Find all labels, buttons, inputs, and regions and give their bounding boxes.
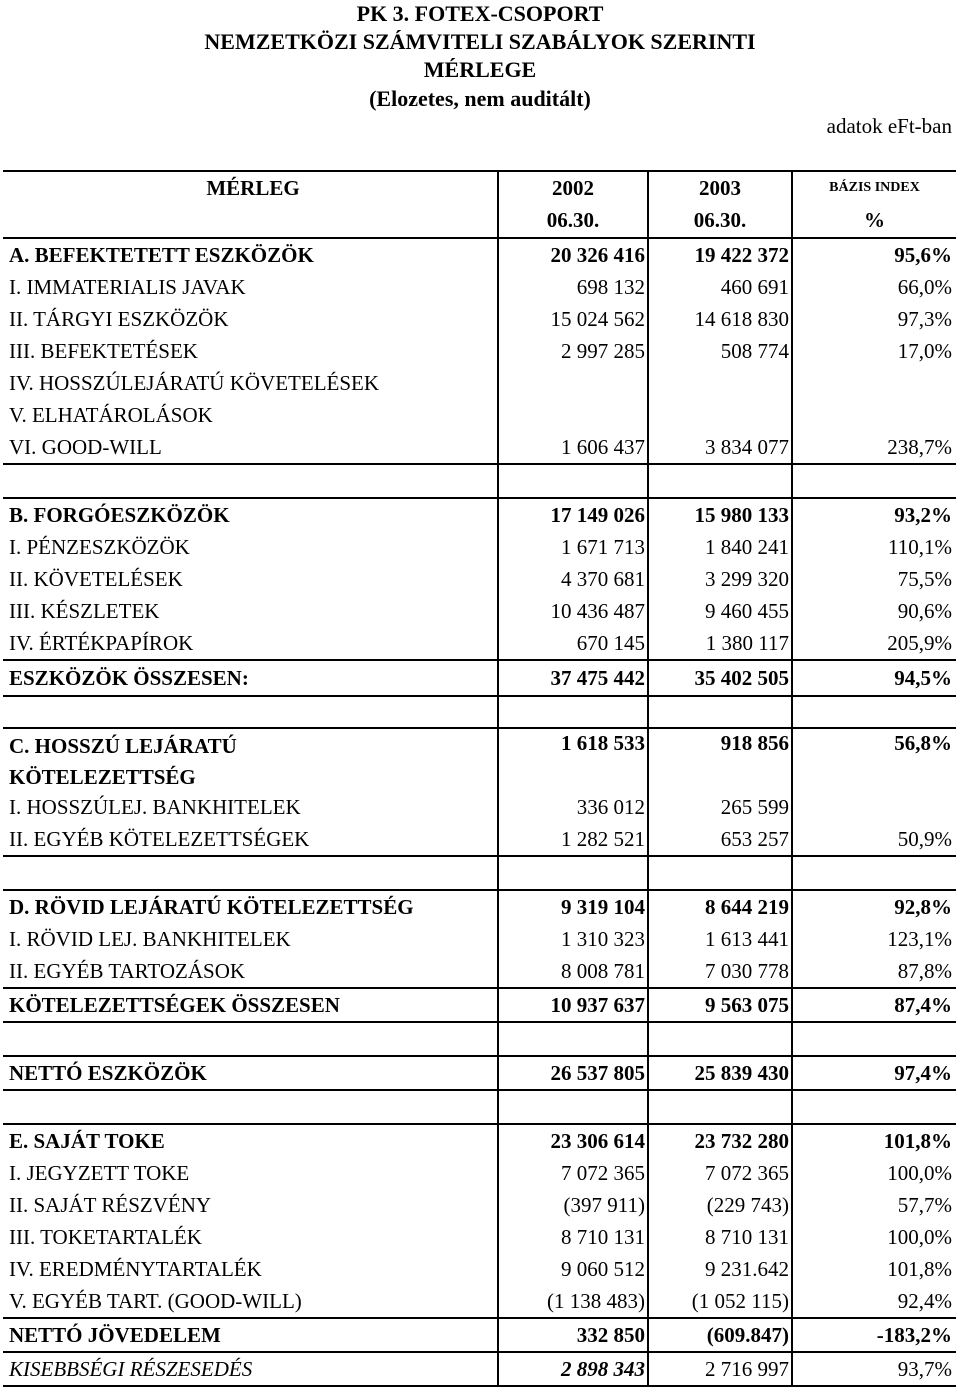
column-header-date-2003: 06.30. (647, 204, 791, 237)
row-label: II. TÁRGYI ESZKÖZÖK (9, 306, 229, 331)
row-label: VI. GOOD-WILL (9, 434, 162, 459)
value-2003: 1 840 241 (647, 531, 791, 563)
table-row (3, 1189, 956, 1221)
value-2003: 8 710 131 (647, 1221, 791, 1253)
row-label: III. BEFEKTETÉSEK (9, 338, 198, 363)
index-value: 75,5% (791, 563, 956, 595)
value-2002: 9 319 104 (497, 891, 647, 923)
value-2003: 3 299 320 (647, 563, 791, 595)
column-header-label: MÉRLEG (206, 175, 300, 200)
index-value: 56,8% (791, 729, 956, 791)
value-2002: 698 132 (497, 271, 647, 303)
table-row (3, 1285, 956, 1317)
row-label: I. RÖVID LEJ. BANKHITELEK (9, 926, 291, 951)
value-2002: (397 911) (497, 1189, 647, 1221)
table-row (3, 889, 956, 923)
table-row (3, 563, 956, 595)
value-2002: 23 306 614 (497, 1125, 647, 1157)
value-2003 (647, 399, 791, 431)
row-label: KÖTELEZETTSÉGEK ÖSSZESEN (9, 992, 340, 1017)
row-label: I. HOSSZÚLEJ. BANKHITELEK (9, 794, 301, 819)
table-row (3, 367, 956, 399)
spacer-row (3, 1021, 956, 1055)
row-label: V. ELHATÁROLÁSOK (9, 402, 213, 427)
table-row (3, 955, 956, 987)
row-label: ESZKÖZÖK ÖSSZESEN: (9, 665, 249, 690)
index-value (791, 791, 956, 823)
index-value: 17,0% (791, 335, 956, 367)
value-2003: 8 644 219 (647, 891, 791, 923)
report-title-line3: MÉRLEGE (423, 57, 537, 82)
value-2002: (1 138 483) (497, 1285, 647, 1317)
index-value: 93,2% (791, 499, 956, 531)
spacer-row (3, 463, 956, 497)
row-label: IV. ÉRTÉKPAPÍROK (9, 630, 194, 655)
index-value (791, 857, 956, 889)
table-row (3, 1221, 956, 1253)
value-2002: 9 060 512 (497, 1253, 647, 1285)
index-value: 87,8% (791, 955, 956, 987)
row-label: II. KÖVETELÉSEK (9, 566, 183, 591)
value-2003: 35 402 505 (647, 661, 791, 695)
value-2002: 670 145 (497, 627, 647, 659)
table-row (3, 595, 956, 627)
table-row (3, 399, 956, 431)
column-header-2002: 2002 (497, 172, 647, 204)
value-2002 (497, 465, 647, 497)
value-2003 (647, 367, 791, 399)
column-header-index: BÁZIS INDEX (791, 172, 956, 204)
value-2002: 332 850 (497, 1319, 647, 1351)
table-row (3, 1351, 956, 1387)
value-2003: 9 460 455 (647, 595, 791, 627)
value-2003 (647, 1091, 791, 1123)
index-value: 93,7% (791, 1353, 956, 1385)
index-value (791, 399, 956, 431)
report-title-line1: PK 3. FOTEX-CSOPORT (356, 1, 604, 26)
row-label (3, 857, 497, 889)
row-label: IV. HOSSZÚLEJÁRATÚ KÖVETELÉSEK (9, 370, 380, 395)
unit-note: adatok eFt-ban (826, 114, 952, 138)
value-2002: 1 606 437 (497, 431, 647, 463)
table-row (3, 627, 956, 659)
index-value: 50,9% (791, 823, 956, 855)
row-label (3, 697, 497, 727)
table-row (3, 271, 956, 303)
value-2002: 17 149 026 (497, 499, 647, 531)
row-label: D. RÖVID LEJÁRATÚ KÖTELEZETTSÉG (9, 894, 414, 919)
value-2003: 9 231.642 (647, 1253, 791, 1285)
row-label: III. TOKETARTALÉK (9, 1224, 202, 1249)
row-label: NETTÓ JÖVEDELEM (9, 1322, 221, 1347)
spacer-row (3, 695, 956, 727)
index-value: 90,6% (791, 595, 956, 627)
row-label (3, 1023, 497, 1055)
table-row (3, 237, 956, 271)
row-label: I. IMMATERIALIS JAVAK (9, 274, 246, 299)
value-2002: 20 326 416 (497, 239, 647, 271)
value-2002: 37 475 442 (497, 661, 647, 695)
column-header-2003: 2003 (647, 172, 791, 204)
value-2002: 8 008 781 (497, 955, 647, 987)
value-2003: 14 618 830 (647, 303, 791, 335)
value-2002: 10 937 637 (497, 989, 647, 1021)
spacer-row (3, 1089, 956, 1123)
value-2003: 508 774 (647, 335, 791, 367)
table-row (3, 431, 956, 463)
row-label: C. HOSSZÚ LEJÁRATÚ KÖTELEZETTSÉG (9, 734, 237, 789)
value-2003: 9 563 075 (647, 989, 791, 1021)
table-row (3, 1317, 956, 1351)
value-2002: 2 997 285 (497, 335, 647, 367)
value-2002 (497, 697, 647, 727)
row-label: II. EGYÉB KÖTELEZETTSÉGEK (9, 826, 310, 851)
value-2003: 653 257 (647, 823, 791, 855)
row-label: KISEBBSÉGI RÉSZESEDÉS (9, 1356, 253, 1381)
value-2003: 1 380 117 (647, 627, 791, 659)
value-2002: 336 012 (497, 791, 647, 823)
index-value: 205,9% (791, 627, 956, 659)
index-value: 66,0% (791, 271, 956, 303)
column-header-date-2002: 06.30. (497, 204, 647, 237)
value-2002: 1 282 521 (497, 823, 647, 855)
index-value: 97,4% (791, 1057, 956, 1089)
row-label: NETTÓ ESZKÖZÖK (9, 1060, 207, 1085)
index-value (791, 465, 956, 497)
value-2002: 7 072 365 (497, 1157, 647, 1189)
row-label: I. PÉNZESZKÖZÖK (9, 534, 190, 559)
value-2002: 8 710 131 (497, 1221, 647, 1253)
table-row (3, 497, 956, 531)
index-value: 87,4% (791, 989, 956, 1021)
index-value (791, 367, 956, 399)
value-2002: 2 898 343 (497, 1353, 647, 1385)
index-value: 92,4% (791, 1285, 956, 1317)
table-row (3, 791, 956, 823)
index-value (791, 1091, 956, 1123)
column-header-row-2 (3, 204, 956, 237)
value-2003: (1 052 115) (647, 1285, 791, 1317)
value-2002: 26 537 805 (497, 1057, 647, 1089)
report-title-line2: NEMZETKÖZI SZÁMVITELI SZABÁLYOK SZERINTI (204, 29, 756, 54)
balance-sheet-table (3, 170, 956, 1387)
value-2002: 1 618 533 (497, 729, 647, 791)
value-2003: 7 072 365 (647, 1157, 791, 1189)
column-header-blank (3, 204, 497, 237)
spacer-row (3, 855, 956, 889)
table-row (3, 727, 956, 791)
row-label: V. EGYÉB TART. (GOOD-WILL) (9, 1288, 302, 1313)
table-row (3, 987, 956, 1021)
index-value: 95,6% (791, 239, 956, 271)
value-2003: 3 834 077 (647, 431, 791, 463)
row-label: E. SAJÁT TOKE (9, 1128, 165, 1153)
index-value: 123,1% (791, 923, 956, 955)
table-row (3, 1253, 956, 1285)
row-label: B. FORGÓESZKÖZÖK (9, 502, 230, 527)
row-label: A. BEFEKTETETT ESZKÖZÖK (9, 242, 314, 267)
value-2003: (609.847) (647, 1319, 791, 1351)
value-2003 (647, 697, 791, 727)
value-2003: 1 613 441 (647, 923, 791, 955)
value-2003 (647, 1023, 791, 1055)
table-row (3, 659, 956, 695)
value-2003 (647, 857, 791, 889)
index-value: 238,7% (791, 431, 956, 463)
index-value: 97,3% (791, 303, 956, 335)
table-row (3, 303, 956, 335)
value-2002 (497, 1091, 647, 1123)
index-value (791, 697, 956, 727)
value-2003: 23 732 280 (647, 1125, 791, 1157)
value-2002: 15 024 562 (497, 303, 647, 335)
value-2002 (497, 1023, 647, 1055)
table-row (3, 823, 956, 855)
index-value: 110,1% (791, 531, 956, 563)
value-2003: 460 691 (647, 271, 791, 303)
column-header-percent: % (791, 204, 956, 237)
value-2003: 265 599 (647, 791, 791, 823)
value-2002: 10 436 487 (497, 595, 647, 627)
report-subtitle: (Elozetes, nem auditált) (369, 86, 591, 111)
value-2002: 1 671 713 (497, 531, 647, 563)
index-value: 100,0% (791, 1157, 956, 1189)
value-2003: 918 856 (647, 729, 791, 791)
table-row (3, 1123, 956, 1157)
value-2002: 1 310 323 (497, 923, 647, 955)
index-value: 100,0% (791, 1221, 956, 1253)
row-label (3, 1091, 497, 1123)
row-label (3, 465, 497, 497)
row-label: I. JEGYZETT TOKE (9, 1160, 190, 1185)
index-value: 101,8% (791, 1125, 956, 1157)
index-value: 101,8% (791, 1253, 956, 1285)
table-row (3, 335, 956, 367)
index-value (791, 1023, 956, 1055)
value-2002 (497, 399, 647, 431)
value-2003 (647, 465, 791, 497)
row-label: III. KÉSZLETEK (9, 598, 160, 623)
value-2003: (229 743) (647, 1189, 791, 1221)
value-2003: 25 839 430 (647, 1057, 791, 1089)
table-row (3, 1055, 956, 1089)
value-2002 (497, 367, 647, 399)
value-2003: 15 980 133 (647, 499, 791, 531)
index-value: 92,8% (791, 891, 956, 923)
table-row (3, 531, 956, 563)
index-value: 57,7% (791, 1189, 956, 1221)
value-2003: 2 716 997 (647, 1353, 791, 1385)
column-header-row-1 (3, 172, 956, 204)
row-label: IV. EREDMÉNYTARTALÉK (9, 1256, 262, 1281)
row-label: II. SAJÁT RÉSZVÉNY (9, 1192, 212, 1217)
table-row (3, 923, 956, 955)
table-row (3, 1157, 956, 1189)
index-value: -183,2% (791, 1319, 956, 1351)
value-2003: 7 030 778 (647, 955, 791, 987)
value-2003: 19 422 372 (647, 239, 791, 271)
row-label: II. EGYÉB TARTOZÁSOK (9, 958, 246, 983)
value-2002 (497, 857, 647, 889)
index-value: 94,5% (791, 661, 956, 695)
value-2002: 4 370 681 (497, 563, 647, 595)
